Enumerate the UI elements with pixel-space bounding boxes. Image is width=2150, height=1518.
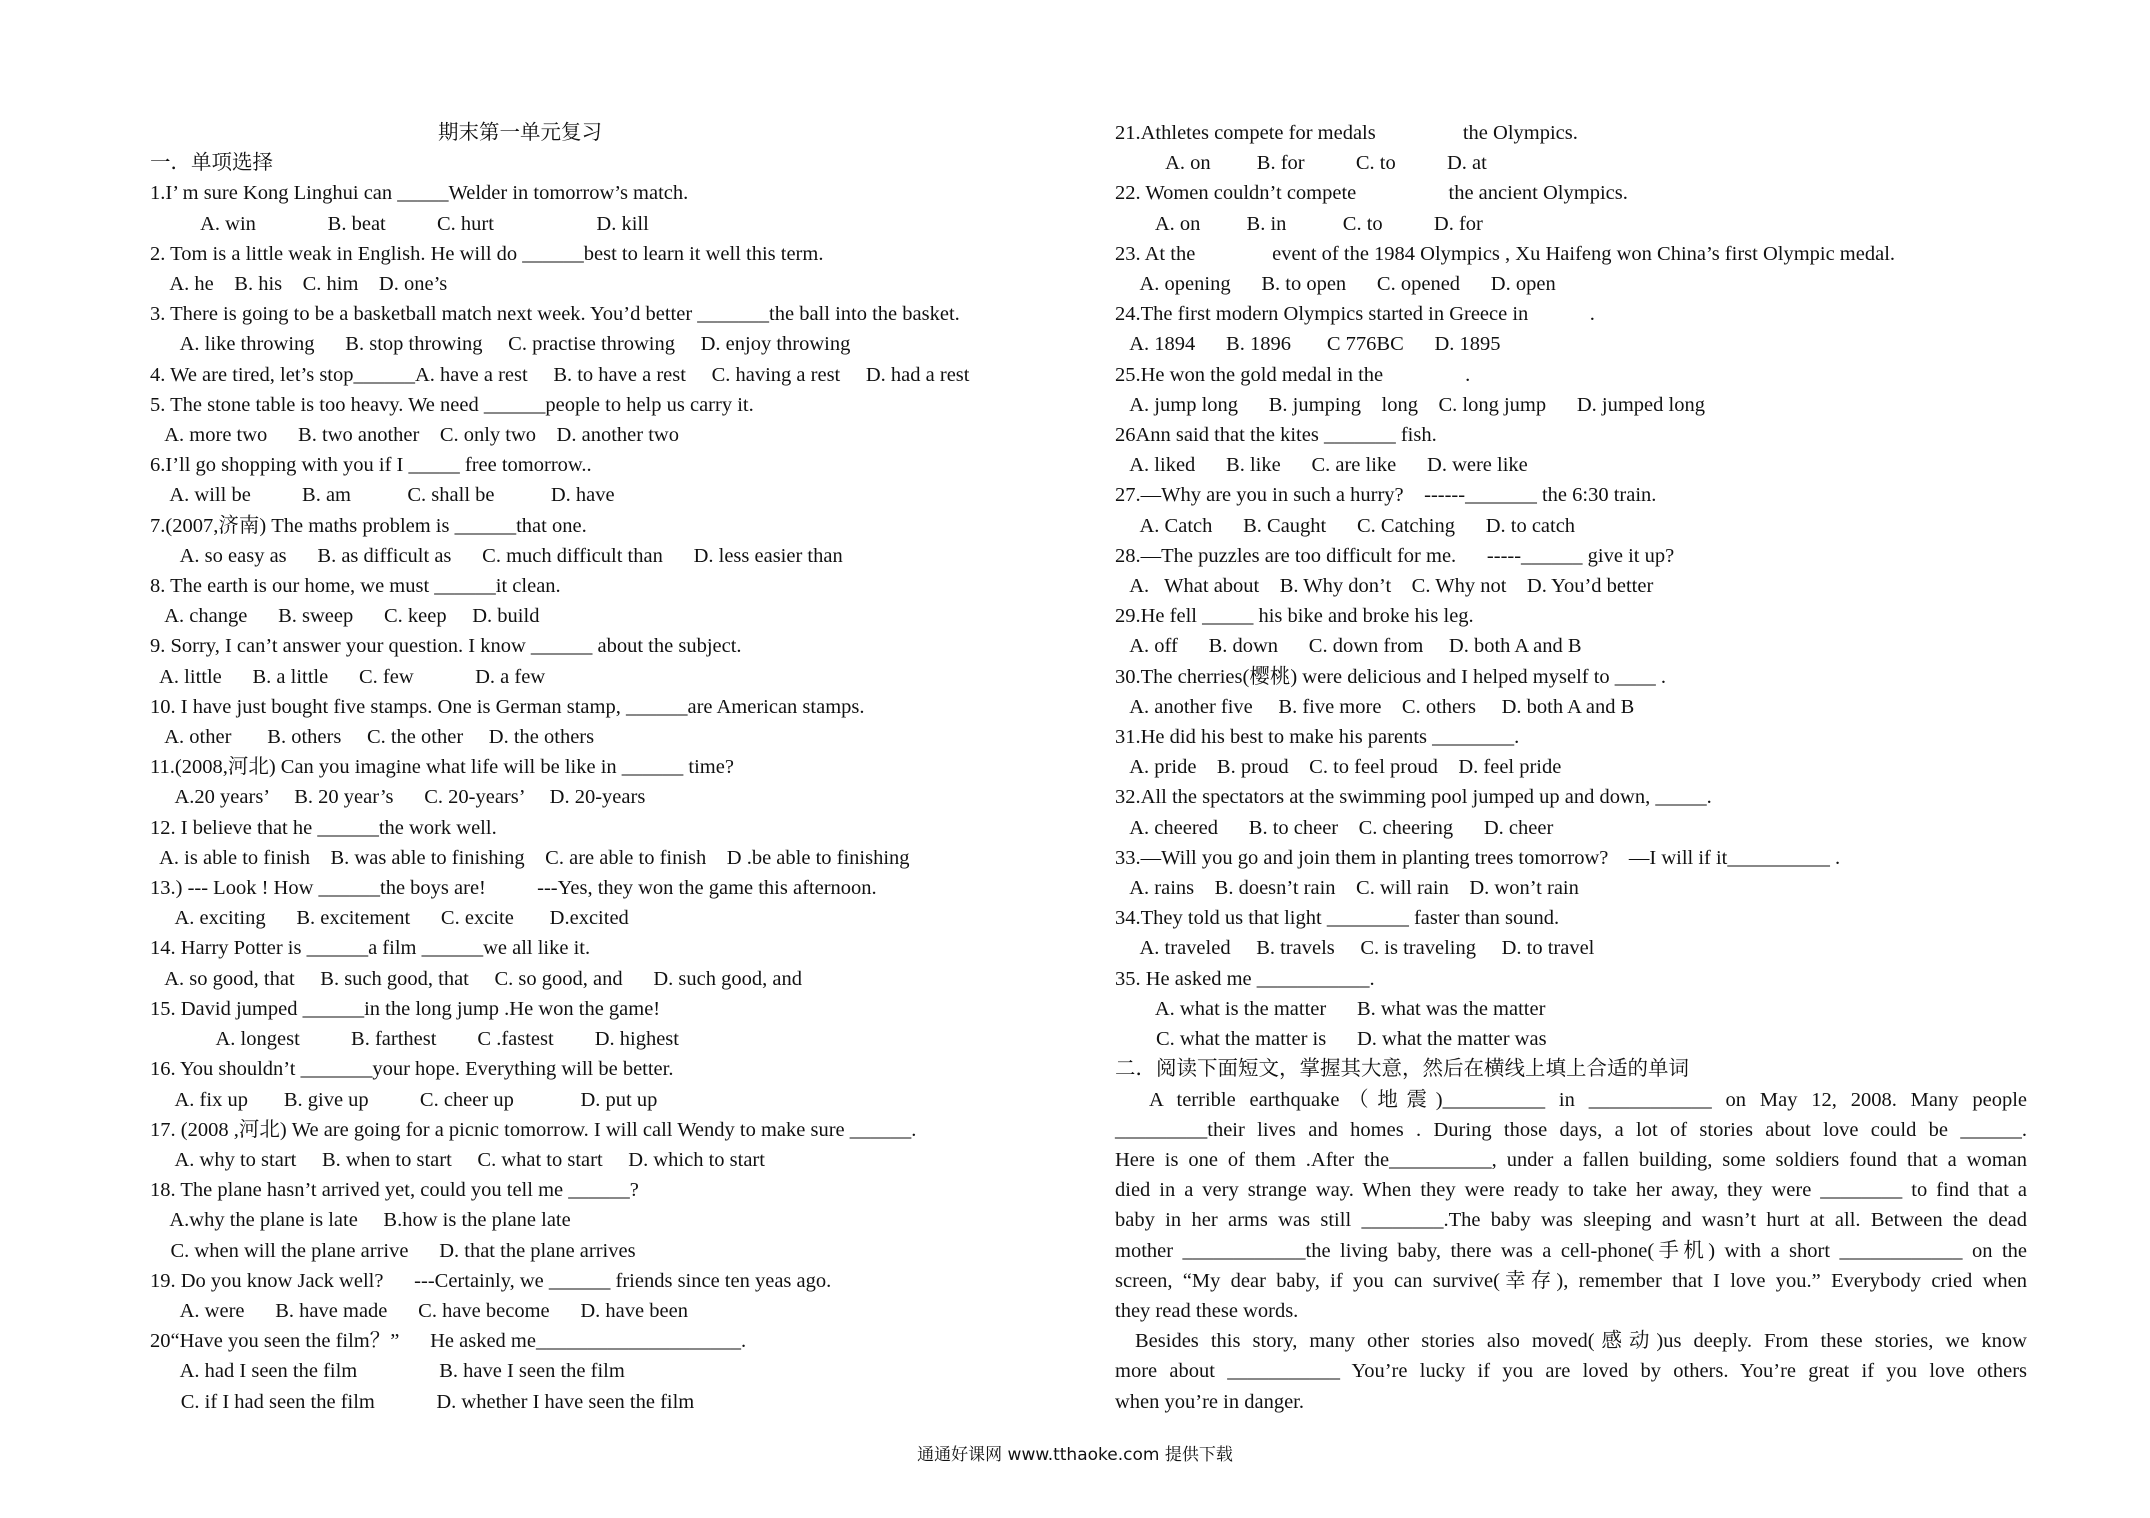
text-line: 6.I’ll go shopping with you if I _____ free tomorrow..: [150, 454, 592, 477]
text-line: A. is able to finish B. was able to finishing C. are able to finish D .be able to finishing: [150, 846, 910, 869]
passage-line: Besides this story, many other stories also moved(感动)us deeply. From these stories, we know: [1135, 1330, 2027, 1353]
text-line: 8. The earth is our home, we must ______it clean.: [150, 575, 561, 598]
passage-line: died in a very strange way. When they were ready to take her away, they were ________ to find that a: [1115, 1179, 2027, 1202]
text-line: A.why the plane is late B.how is the plane late: [150, 1209, 571, 1232]
text-line: A. another five B. five more C. others D. both A and B: [1115, 695, 1635, 718]
text-line: A. on B. in C. to D. for: [1115, 212, 1483, 235]
text-line: 28.—The puzzles are too difficult for me. -----______ give it up?: [1115, 544, 1675, 567]
text-line: 14. Harry Potter is ______a film ______we all like it.: [150, 937, 591, 960]
text-line: A. pride B. proud C. to feel proud D. feel pride: [1115, 756, 1562, 779]
text-line: 20“Have you seen the film？” He asked me____________________.: [150, 1330, 747, 1353]
passage-line: screen, “My dear baby, if you can survive(幸存), remember that I love you.” Everybody cried when: [1115, 1269, 2027, 1292]
text-line: 15. David jumped ______in the long jump .He won the game!: [150, 997, 661, 1020]
page-title: 期末第一单元复习: [438, 122, 602, 144]
text-line: 24.The first modern Olympics started in Greece in .: [1115, 303, 1595, 326]
text-line: A. jump long B. jumping long C. long jump D. jumped long: [1115, 393, 1705, 416]
text-line: A. cheered B. to cheer C. cheering D. cheer: [1115, 816, 1554, 839]
passage-line: they read these words.: [1115, 1299, 1299, 1322]
reading-passage-paragraph-1: [1115, 1085, 2027, 1327]
text-line: A. on B. for C. to D. at: [1115, 152, 1487, 175]
text-line: 4. We are tired, let’s stop______A. have a rest B. to have a rest C. having a rest D. had a rest: [150, 363, 970, 386]
text-line: A. win B. beat C. hurt D. kill: [150, 212, 649, 235]
text-line: 一．单项选择: [150, 152, 273, 175]
text-line: A. had I seen the film B. have I seen the film: [150, 1360, 625, 1383]
text-line: A. like throwing B. stop throwing C. practise throwing D. enjoy throwing: [150, 333, 851, 356]
text-line: A. Catch B. Caught C. Catching D. to catch: [1115, 514, 1576, 537]
text-line: 1.I’ m sure Kong Linghui can _____Welder in tomorrow’s match.: [150, 182, 689, 205]
text-line: A.20 years’ B. 20 year’s C. 20-years’ D. 20-years: [150, 786, 646, 809]
text-line: C. when will the plane arrive D. that the plane arrives: [150, 1239, 636, 1262]
text-line: 35. He asked me ___________.: [1115, 967, 1375, 990]
passage-line: more about ___________ You’re lucky if you are loved by others. You’re great if you love others: [1115, 1360, 2027, 1383]
left-column: [150, 118, 1080, 1417]
text-line: A. so good, that B. such good, that C. so good, and D. such good, and: [150, 967, 802, 990]
text-line: 9. Sorry, I can’t answer your question. I know ______ about the subject.: [150, 635, 742, 658]
text-line: 13.) --- Look ! How ______the boys are! ---Yes, they won the game this afternoon.: [150, 877, 877, 900]
text-line: A. he B. his C. him D. one’s: [150, 273, 448, 296]
text-line: 16. You shouldn’t _______your hope. Everything will be better.: [150, 1058, 674, 1081]
text-line: 32.All the spectators at the swimming pool jumped up and down, _____.: [1115, 786, 1712, 809]
text-line: 34.They told us that light ________ faster than sound.: [1115, 907, 1560, 930]
text-line: A. more two B. two another C. only two D. another two: [150, 424, 679, 447]
text-line: A. so easy as B. as difficult as C. much difficult than D. less easier than: [150, 544, 843, 567]
text-line: A. off B. down C. down from D. both A and B: [1115, 635, 1582, 658]
text-line: A. 1894 B. 1896 C 776BC D. 1895: [1115, 333, 1501, 356]
text-line: A. liked B. like C. are like D. were like: [1115, 454, 1528, 477]
text-line: A. little B. a little C. few D. a few: [150, 665, 546, 688]
right-column: [1115, 118, 2027, 1417]
text-line: 二．阅读下面短文，掌握其大意，然后在横线上填上合适的单词: [1115, 1058, 1689, 1081]
text-line: A. change B. sweep C. keep D. build: [150, 605, 540, 628]
text-line: 25.He won the gold medal in the .: [1115, 363, 1471, 386]
text-line: 10. I have just bought five stamps. One is German stamp, ______are American stamps.: [150, 695, 865, 718]
right-questions: [1115, 118, 2027, 1085]
passage-line: A terrible earthquake（地震)__________ in ____________ on May 12, 2008. Many people: [1149, 1088, 2027, 1111]
text-line: A. other B. others C. the other D. the others: [150, 726, 595, 749]
passage-line: _________their lives and homes . During those days, a lot of stories about love could be ______.: [1115, 1118, 2027, 1141]
text-line: A. longest B. farthest C .fastest D. highest: [150, 1028, 679, 1051]
text-line: 30.The cherries(樱桃) were delicious and I helped myself to ____ .: [1115, 665, 1667, 688]
passage-line: baby in her arms was still ________.The baby was sleeping and wasn’t hurt at all. Between the dead: [1115, 1209, 2027, 1232]
text-line: A. were B. have made C. have become D. have been: [150, 1299, 688, 1322]
text-line: A. exciting B. excitement C. excite D.excited: [150, 907, 629, 930]
text-line: 27.—Why are you in such a hurry? ------_______ the 6:30 train.: [1115, 484, 1657, 507]
passage-line: when you’re in danger.: [1115, 1390, 1304, 1413]
text-line: 26Ann said that the kites _______ fish.: [1115, 424, 1437, 447]
text-line: 21.Athletes compete for medals the Olympics.: [1115, 122, 1578, 144]
reading-passage-paragraph-2: [1115, 1326, 2027, 1417]
text-line: A. fix up B. give up C. cheer up D. put up: [150, 1088, 658, 1111]
text-line: 22. Women couldn’t compete the ancient Olympics.: [1115, 182, 1628, 205]
text-line: 2. Tom is a little weak in English. He will do ______best to learn it well this term.: [150, 242, 824, 265]
text-line: A. traveled B. travels C. is traveling D. to travel: [1115, 937, 1595, 960]
text-line: A. What about B. Why don’t C. Why not D. You’d better: [1115, 575, 1654, 598]
text-line: 11.(2008,河北) Can you imagine what life will be like in ______ time?: [150, 756, 734, 779]
page-footer: 通通好课网 www.tthaoke.com 提供下载: [917, 1445, 1233, 1465]
text-line: 33.—Will you go and join them in planting trees tomorrow? —I will if it__________ .: [1115, 846, 1841, 869]
text-line: 3. There is going to be a basketball match next week. You’d better _______the ball into the basket.: [150, 303, 960, 326]
text-line: 19. Do you know Jack well? ---Certainly, we ______ friends since ten yeas ago.: [150, 1269, 832, 1292]
text-line: 17. (2008 ,河北) We are going for a picnic tomorrow. I will call Wendy to make sure ______.: [150, 1118, 917, 1141]
text-line: 7.(2007,济南) The maths problem is ______that one.: [150, 514, 587, 537]
text-line: 5. The stone table is too heavy. We need ______people to help us carry it.: [150, 393, 754, 416]
text-line: A. why to start B. when to start C. what to start D. which to start: [150, 1148, 765, 1171]
text-line: C. if I had seen the film D. whether I have seen the film: [150, 1390, 695, 1413]
text-line: C. what the matter is D. what the matter was: [1115, 1028, 1547, 1051]
text-line: A. rains B. doesn’t rain C. will rain D. won’t rain: [1115, 877, 1579, 900]
passage-line: Here is one of them .After the__________, under a fallen building, some soldiers found that a woman: [1115, 1148, 2027, 1171]
text-line: A. what is the matter B. what was the matter: [1115, 997, 1546, 1020]
text-line: 31.He did his best to make his parents ________.: [1115, 726, 1520, 749]
text-line: 12. I believe that he ______the work well.: [150, 816, 497, 839]
text-line: 18. The plane hasn’t arrived yet, could you tell me ______?: [150, 1179, 639, 1202]
text-line: A. will be B. am C. shall be D. have: [150, 484, 615, 507]
passage-line: mother ____________the living baby, there was a cell-phone(手机) with a short ____________ on the: [1115, 1239, 2027, 1262]
text-line: A. opening B. to open C. opened D. open: [1115, 273, 1556, 296]
text-line: 29.He fell _____ his bike and broke his leg.: [1115, 605, 1474, 628]
left-questions: [150, 148, 1080, 1417]
text-line: 23. At the event of the 1984 Olympics , Xu Haifeng won China’s first Olympic medal.: [1115, 242, 1896, 265]
